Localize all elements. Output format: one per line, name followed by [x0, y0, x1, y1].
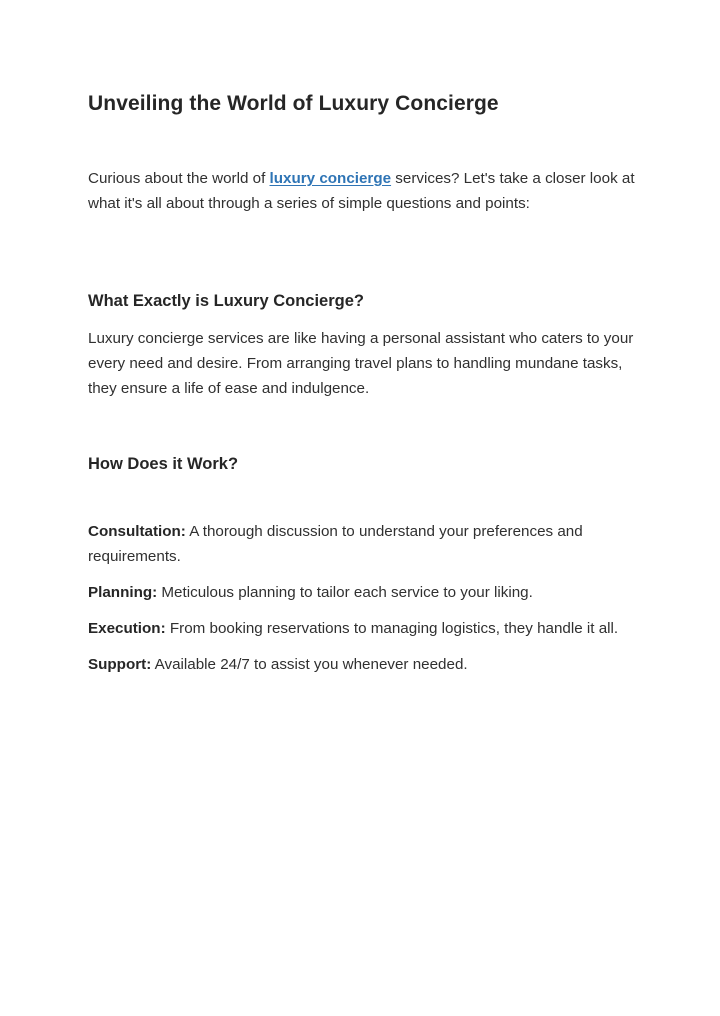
step-term: Consultation: — [88, 523, 186, 540]
step-execution — [88, 616, 648, 641]
step-term: Execution: — [88, 620, 166, 637]
step-planning — [88, 580, 648, 605]
section-body-what: Luxury concierge services are like having a personal assistant who caters to your every need and desire. From arranging travel plans to handling mundane tasks, they ensure a life of ease and indulgence. — [88, 330, 634, 397]
section-heading-how: How Does it Work? — [88, 455, 239, 473]
intro-text-after-link: services? Let's take a closer look at what it's all about through a series of simple questions and points: — [88, 170, 635, 212]
step-text: A thorough discussion to understand your preferences and requirements. — [88, 523, 583, 565]
steps-list — [88, 519, 648, 688]
luxury-concierge-link[interactable]: luxury concierge — [269, 170, 392, 187]
step-text: From booking reservations to managing logistics, they handle it all. — [165, 620, 619, 637]
intro-text-before-link: Curious about the world of — [88, 170, 270, 187]
step-consultation — [88, 519, 648, 569]
section-heading-what: What Exactly is Luxury Concierge? — [88, 292, 364, 310]
document-content — [88, 88, 648, 673]
intro-paragraph — [88, 166, 648, 216]
step-text: Meticulous planning to tailor each service to your liking. — [157, 584, 533, 601]
step-support — [88, 652, 648, 677]
step-term: Planning: — [88, 584, 158, 601]
step-text: Available 24/7 to assist you whenever needed. — [151, 656, 468, 673]
step-term: Support: — [88, 656, 152, 673]
page-title: Unveiling the World of Luxury Concierge — [88, 92, 499, 115]
